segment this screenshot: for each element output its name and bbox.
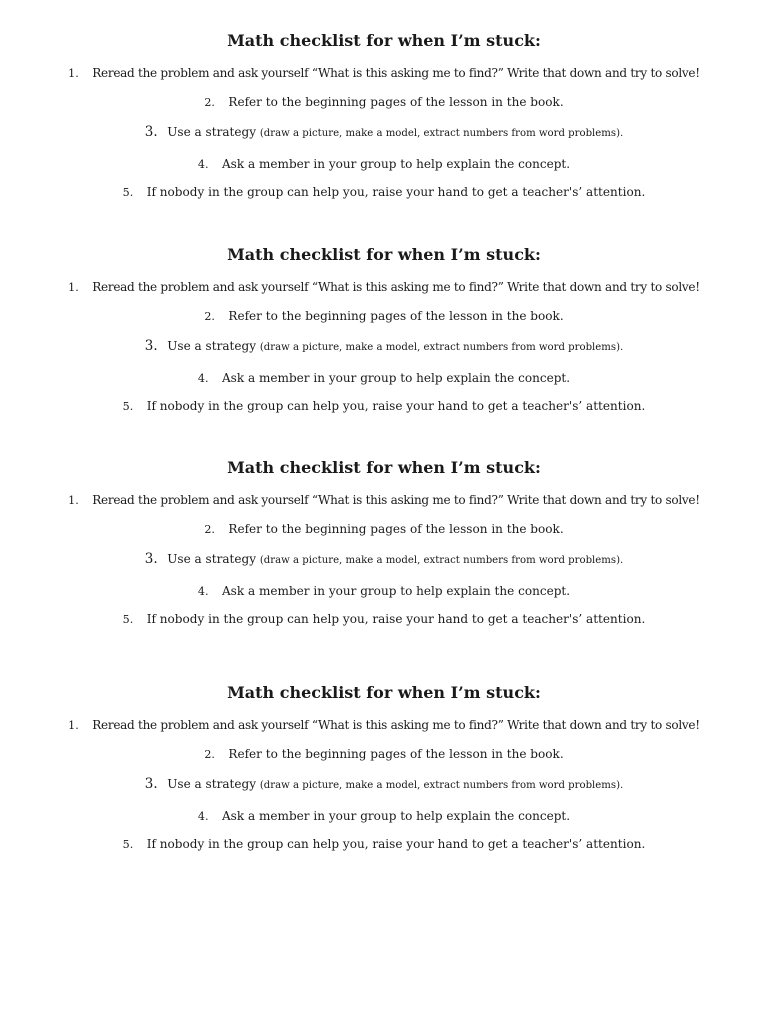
checklist-item-1 bbox=[14, 65, 754, 81]
checklist-item-5 bbox=[14, 398, 754, 414]
item-note: (draw a picture, make a model, extract numbers from word problems). bbox=[259, 779, 624, 791]
checklist-title: Math checklist for when I’m stuck: bbox=[227, 458, 541, 477]
checklist-item-3 bbox=[14, 124, 754, 141]
checklist-item-5 bbox=[14, 836, 754, 852]
item-number: 5. bbox=[122, 837, 134, 851]
item-number: 5. bbox=[122, 399, 134, 413]
item-text: If nobody in the group can help you, raise your hand to get a teacher's’ attention. bbox=[146, 611, 646, 626]
item-text: Refer to the beginning pages of the lesson in the book. bbox=[228, 94, 564, 109]
item-text: Ask a member in your group to help explain the concept. bbox=[221, 808, 571, 823]
item-text: Refer to the beginning pages of the lesson in the book. bbox=[228, 308, 564, 323]
item-note: (draw a picture, make a model, extract numbers from word problems). bbox=[259, 554, 624, 566]
item-number: 5. bbox=[122, 612, 134, 626]
checklist-item-5 bbox=[14, 611, 754, 627]
item-number: 3. bbox=[144, 776, 158, 792]
checklist-title: Math checklist for when I’m stuck: bbox=[227, 683, 541, 702]
item-text: Refer to the beginning pages of the lesson in the book. bbox=[228, 746, 564, 761]
item-text: Use a strategy bbox=[167, 338, 257, 353]
checklist-item-2 bbox=[14, 308, 754, 324]
checklist-item-3 bbox=[14, 338, 754, 355]
checklist-item-4 bbox=[14, 370, 754, 386]
checklist-item-2 bbox=[14, 94, 754, 110]
item-note: (draw a picture, make a model, extract numbers from word problems). bbox=[259, 127, 624, 139]
item-text: Use a strategy bbox=[167, 124, 257, 139]
item-number: 1. bbox=[68, 66, 79, 80]
item-number: 4. bbox=[197, 157, 209, 171]
checklist-item-1 bbox=[14, 279, 754, 295]
item-number: 4. bbox=[197, 371, 209, 385]
item-number: 3. bbox=[144, 338, 158, 354]
item-text: If nobody in the group can help you, raise your hand to get a teacher's’ attention. bbox=[146, 398, 646, 413]
item-number: 4. bbox=[197, 809, 209, 823]
item-text: Reread the problem and ask yourself “What is this asking me to find?” Write that down and try to solve! bbox=[92, 279, 700, 294]
item-text: Use a strategy bbox=[167, 776, 257, 791]
item-text: Refer to the beginning pages of the lesson in the book. bbox=[228, 521, 564, 536]
checklist-item-4 bbox=[14, 808, 754, 824]
item-number: 4. bbox=[197, 584, 209, 598]
checklist-item-2 bbox=[14, 521, 754, 537]
item-text: Ask a member in your group to help explain the concept. bbox=[221, 370, 571, 385]
checklist-item-3 bbox=[14, 776, 754, 793]
item-number: 2. bbox=[204, 309, 215, 323]
item-text: If nobody in the group can help you, raise your hand to get a teacher's’ attention. bbox=[146, 836, 646, 851]
item-number: 1. bbox=[68, 718, 79, 732]
item-number: 2. bbox=[204, 522, 215, 536]
item-number: 1. bbox=[68, 493, 79, 507]
checklist-title: Math checklist for when I’m stuck: bbox=[227, 31, 541, 50]
checklist-item-4 bbox=[14, 583, 754, 599]
item-text: Reread the problem and ask yourself “What is this asking me to find?” Write that down and try to solve! bbox=[92, 65, 700, 80]
checklist-item-4 bbox=[14, 156, 754, 172]
item-number: 1. bbox=[68, 280, 79, 294]
item-number: 5. bbox=[122, 185, 134, 199]
item-text: Ask a member in your group to help explain the concept. bbox=[221, 583, 571, 598]
checklist-item-1 bbox=[14, 492, 754, 508]
item-text: Ask a member in your group to help explain the concept. bbox=[221, 156, 571, 171]
item-number: 2. bbox=[204, 95, 215, 109]
checklist-item-3 bbox=[14, 551, 754, 568]
checklist-item-5 bbox=[14, 184, 754, 200]
checklist-title: Math checklist for when I’m stuck: bbox=[227, 245, 541, 264]
item-text: Use a strategy bbox=[167, 551, 257, 566]
checklist-item-1 bbox=[14, 717, 754, 733]
item-number: 2. bbox=[204, 747, 215, 761]
item-number: 3. bbox=[144, 124, 158, 140]
item-text: If nobody in the group can help you, raise your hand to get a teacher's’ attention. bbox=[146, 184, 646, 199]
item-text: Reread the problem and ask yourself “What is this asking me to find?” Write that down and try to solve! bbox=[92, 717, 700, 732]
item-text: Reread the problem and ask yourself “What is this asking me to find?” Write that down and try to solve! bbox=[92, 492, 700, 507]
item-number: 3. bbox=[144, 551, 158, 567]
item-note: (draw a picture, make a model, extract numbers from word problems). bbox=[259, 341, 624, 353]
checklist-item-2 bbox=[14, 746, 754, 762]
